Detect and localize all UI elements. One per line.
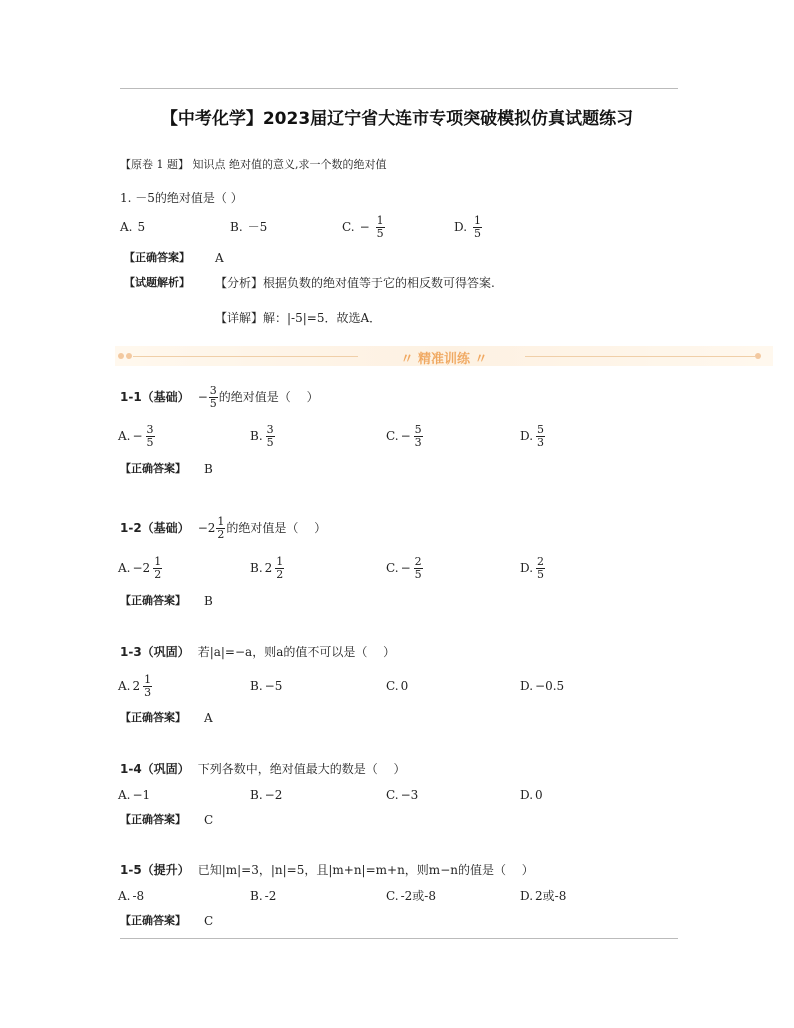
option-label: B. — [250, 679, 263, 693]
question-tag: 1-2（基础） — [120, 521, 190, 535]
answer-value: B — [204, 462, 213, 476]
question-tag: 1-3（巩固） — [120, 645, 190, 659]
math-text: − — [400, 429, 411, 443]
denominator: 2 — [217, 527, 225, 541]
denominator: 3 — [144, 685, 152, 699]
math-text: −1 — [132, 788, 151, 802]
math-text: 5 — [137, 220, 146, 234]
math-text: 2 — [132, 679, 141, 693]
option-c — [386, 782, 418, 808]
math-text: 下列各数中，绝对值最大的数是（ ） — [197, 762, 406, 776]
answer-label: 【正确答案】 — [120, 813, 186, 826]
math-text: 的绝对值是（ ） — [226, 521, 327, 535]
option-c — [386, 883, 436, 909]
question-tag: 1-4（巩固） — [120, 762, 190, 776]
math-text: -2 — [264, 889, 277, 903]
numerator: 3 — [266, 422, 274, 436]
option-c — [386, 673, 408, 699]
fraction — [143, 674, 152, 699]
denominator: 5 — [474, 226, 482, 240]
answer-label: 【正确答案】 — [120, 594, 186, 607]
math-text: −3 — [400, 788, 419, 802]
option-label: C. — [342, 220, 355, 234]
option-label: C. — [386, 561, 399, 575]
option-c — [386, 423, 424, 449]
option-label: A. — [118, 561, 131, 575]
option-label: A. — [118, 788, 131, 802]
math-text: 0 — [400, 679, 409, 693]
question-stem — [120, 639, 395, 665]
fraction — [414, 556, 423, 581]
numerator: 1 — [154, 554, 162, 568]
option-label: D. — [520, 679, 534, 693]
option-b — [230, 214, 267, 240]
math-text: -8 — [132, 889, 145, 903]
math-text: 2或-8 — [535, 889, 567, 903]
option-label: D. — [520, 889, 534, 903]
question-tag: 1-1（基础） — [120, 390, 190, 404]
option-label: C. — [386, 679, 399, 693]
math-text: −2 — [132, 561, 151, 575]
option-label: D. — [520, 429, 534, 443]
option-c — [386, 555, 424, 581]
numerator: 5 — [414, 422, 422, 436]
detail-text: 【详解】解：|-5|=5．故选A． — [215, 311, 382, 325]
denominator: 3 — [537, 435, 545, 449]
fraction — [153, 556, 162, 581]
banner-title: 〃 精准训练 〃 — [400, 352, 488, 367]
answer-value: B — [204, 594, 213, 608]
option-a — [118, 673, 153, 699]
denominator: 5 — [266, 435, 274, 449]
analysis-text: 【分析】根据负数的绝对值等于它的相反数可得答案. — [215, 276, 495, 290]
option-label: C. — [386, 788, 399, 802]
option-label: D. — [520, 788, 534, 802]
answer-value: C — [204, 813, 214, 827]
question-tag: 1-5（提升） — [120, 863, 190, 877]
option-label: D. — [520, 561, 534, 575]
answer-label: 【正确答案】 — [124, 251, 190, 264]
math-text: −2 — [264, 788, 283, 802]
math-text: − — [197, 390, 208, 404]
option-c — [342, 214, 386, 240]
question-stem — [120, 384, 319, 410]
top-divider — [120, 88, 678, 89]
numerator: 2 — [537, 554, 545, 568]
option-a — [118, 782, 150, 808]
option-b — [250, 555, 285, 581]
fraction — [414, 424, 423, 449]
denominator: 2 — [276, 567, 284, 581]
denominator: 2 — [154, 567, 162, 581]
page-title: 【中考化学】2023届辽宁省大连市专项突破模拟仿真试题练习 — [160, 109, 634, 129]
answer-value: A — [204, 711, 213, 725]
option-a — [120, 214, 145, 240]
fraction — [376, 215, 385, 240]
option-label: B. — [250, 561, 263, 575]
option-b — [250, 423, 276, 449]
option-label: B. — [250, 429, 263, 443]
math-text: − — [400, 561, 411, 575]
math-text: 已知|m|=3，|n|=5，且|m+n|=m+n，则m−n的值是（ ） — [197, 863, 534, 877]
denominator: 5 — [376, 226, 384, 240]
numerator: 5 — [537, 422, 545, 436]
option-label: D. — [454, 220, 468, 234]
option-label: B. — [230, 220, 243, 234]
numerator: 3 — [146, 422, 154, 436]
bottom-divider — [120, 938, 678, 939]
numerator: 1 — [276, 554, 284, 568]
numerator: 3 — [209, 383, 217, 397]
math-text: − — [359, 220, 370, 234]
math-text: −2 — [197, 521, 216, 535]
option-label: B. — [250, 889, 263, 903]
answer-value: A — [215, 251, 224, 265]
section-banner — [115, 346, 773, 366]
option-label: C. — [386, 889, 399, 903]
fraction — [536, 424, 545, 449]
numerator: 1 — [144, 672, 152, 686]
fraction — [216, 516, 225, 541]
option-label: A. — [118, 429, 131, 443]
option-label: A. — [120, 220, 133, 234]
option-label: C. — [386, 429, 399, 443]
answer-label: 【正确答案】 — [120, 711, 186, 724]
answer-value: C — [204, 914, 214, 928]
denominator: 5 — [414, 567, 422, 581]
fraction — [473, 215, 482, 240]
option-a — [118, 423, 156, 449]
math-text: -2或-8 — [400, 889, 436, 903]
numerator: 1 — [217, 514, 225, 528]
option-a — [118, 883, 144, 909]
option-label: A. — [118, 679, 131, 693]
option-b — [250, 883, 276, 909]
question-stem — [120, 857, 534, 883]
option-d — [454, 214, 483, 240]
original-stem: 1. －5的绝对值是（ ） — [120, 191, 243, 205]
option-d — [520, 883, 566, 909]
math-text: －5 — [247, 220, 268, 234]
numerator: 2 — [414, 554, 422, 568]
math-text: 2 — [264, 561, 273, 575]
math-text: 若|a|=−a，则a的值不可以是（ ） — [197, 645, 396, 659]
fraction — [146, 424, 155, 449]
option-label: A. — [118, 889, 131, 903]
math-text: 0 — [535, 788, 543, 802]
option-d — [520, 782, 543, 808]
fraction — [275, 556, 284, 581]
answer-label: 【正确答案】 — [120, 914, 186, 927]
numerator: 1 — [474, 213, 482, 227]
math-text: −0.5 — [535, 679, 565, 693]
option-a — [118, 555, 163, 581]
math-text: − — [132, 429, 143, 443]
denominator: 5 — [209, 396, 217, 410]
denominator: 5 — [146, 435, 154, 449]
answer-label: 【正确答案】 — [120, 462, 186, 475]
math-text: 的绝对值是（ ） — [218, 390, 319, 404]
option-label: B. — [250, 788, 263, 802]
analysis-label: 【试题解析】 — [124, 276, 190, 289]
option-b — [250, 782, 282, 808]
option-d — [520, 673, 564, 699]
original-header: 【原卷 1 题】 知识点 绝对值的意义,求一个数的绝对值 — [120, 158, 387, 171]
denominator: 5 — [537, 567, 545, 581]
fraction — [266, 424, 275, 449]
option-d — [520, 423, 546, 449]
denominator: 3 — [414, 435, 422, 449]
numerator: 1 — [376, 213, 384, 227]
fraction — [536, 556, 545, 581]
option-d — [520, 555, 546, 581]
question-stem — [120, 756, 406, 782]
question-stem — [120, 515, 326, 541]
fraction — [209, 385, 218, 410]
math-text: −5 — [264, 679, 283, 693]
option-b — [250, 673, 282, 699]
